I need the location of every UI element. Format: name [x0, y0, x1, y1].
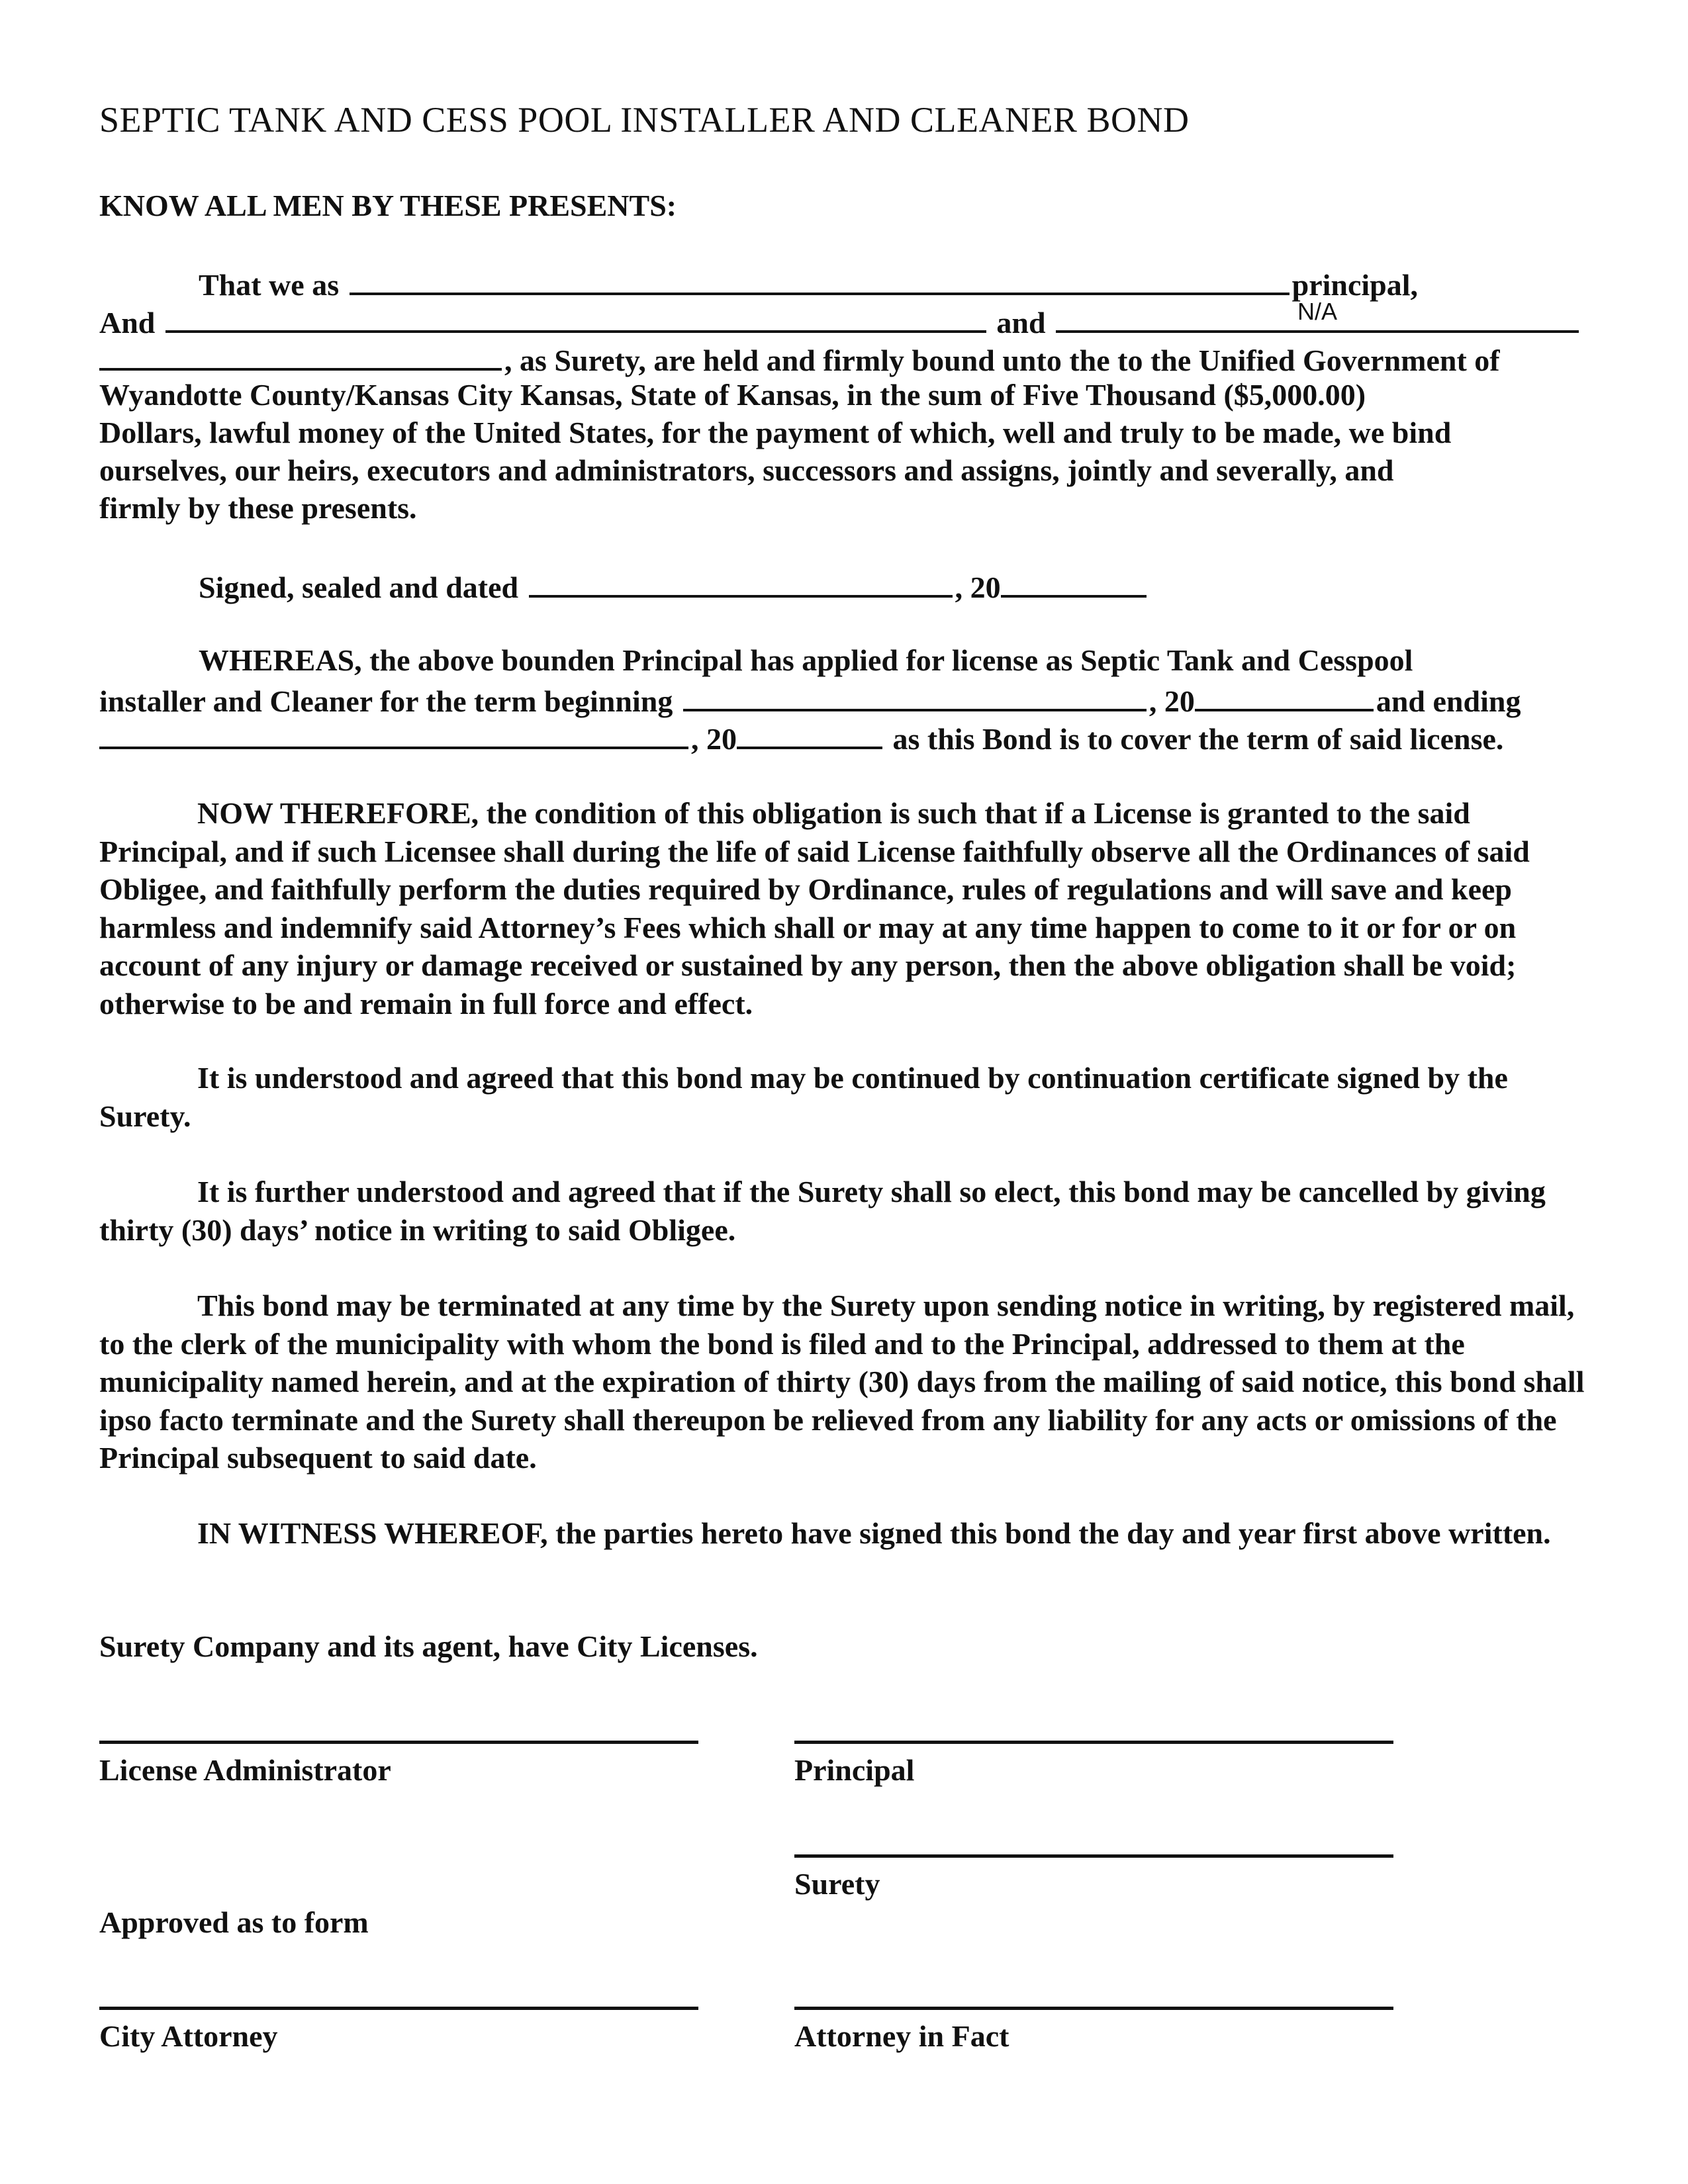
signed-year-prefix: , 20	[955, 570, 1001, 604]
cancellation-text: It is further understood and agreed that if the Surety shall so elect, this bond may be cancelled by giving thirty (30) days’ notice in writing to said Obligee.	[99, 1175, 1546, 1247]
whereas-line-3	[99, 717, 1503, 758]
as-surety-line	[99, 339, 1500, 379]
term-begin-year-field[interactable]	[1195, 680, 1374, 711]
principal-suffix: principal,	[1291, 268, 1419, 302]
surety-and-line	[99, 298, 1581, 341]
surety-signature-label: Surety	[794, 1867, 880, 1901]
as-surety-text: , as Surety, are held and firmly bound unto the to the Unified Government of	[504, 343, 1500, 377]
cancellation-paragraph	[99, 1173, 1589, 1249]
second-surety-value: N/A	[1297, 298, 1338, 325]
termination-paragraph	[99, 1287, 1589, 1477]
signed-year-field[interactable]	[1001, 566, 1147, 598]
surety-signature-line[interactable]	[794, 1854, 1393, 1858]
approved-as-to-form-label: Approved as to form	[99, 1905, 369, 1939]
attorney-in-fact-label: Attorney in Fact	[794, 2019, 1009, 2053]
witness-text: IN WITNESS WHEREOF, the parties hereto have signed this bond the day and year first above written.	[197, 1516, 1551, 1550]
term-end-text: as this Bond is to cover the term of said license.	[892, 722, 1504, 756]
now-therefore-text: NOW THEREFORE, the condition of this obligation is such that if a License is granted to the said Principal, and if such Licensee shall during the life of said License faithfully observe all the Ordinances of said Obligee, and faithfully perform the duties required by Ordinance, rules of regulations and will save and keep harmless and indemnify said Attorney’s Fees which shall or may at any time happen to come to it or for or on account of any injury or damage received or sustained by any person, then the above obligation shall be void; otherwise to be and remain in full force and effect.	[99, 796, 1530, 1021]
term-begin-date-field[interactable]	[683, 680, 1147, 711]
term-end-year-field[interactable]	[737, 717, 882, 749]
signed-label: Signed, sealed and dated	[199, 570, 519, 604]
surety-note: Surety Company and its agent, have City Licenses.	[99, 1629, 758, 1663]
whereas-line-2	[99, 680, 1521, 720]
license-admin-label: License Administrator	[99, 1753, 391, 1787]
signed-dated-line	[199, 566, 1149, 606]
body-line-3: ourselves, our heirs, executors and administrators, successors and assigns, jointly and severally, and	[99, 453, 1394, 487]
license-admin-signature-line[interactable]	[99, 1741, 698, 1744]
continuation-text: It is understood and agreed that this bond may be continued by continuation certificate signed by the Surety.	[99, 1061, 1508, 1133]
witness-paragraph	[99, 1514, 1589, 1553]
surety-agent-field[interactable]	[99, 339, 502, 371]
second-surety-field[interactable]	[1056, 298, 1579, 333]
now-therefore-paragraph	[99, 794, 1589, 1023]
and-label: And	[99, 306, 156, 340]
principal-signature-line[interactable]	[794, 1741, 1393, 1744]
term-beginning-label: installer and Cleaner for the term beginning	[99, 684, 673, 718]
signed-date-field[interactable]	[529, 566, 953, 598]
principal-name-field[interactable]	[350, 263, 1289, 295]
and-mid-label: and	[996, 306, 1046, 340]
term-begin-year-prefix: , 20	[1149, 684, 1195, 718]
termination-text: This bond may be terminated at any time by the Surety upon sending notice in writing, by registered mail, to the clerk of the municipality with whom the bond is filed and to the Principal, addressed to them at the municipality named herein, and at the expiration of thirty (30) days from the mailing of said notice, this bond shall ipso facto terminate and the Surety shall thereupon be relieved from any liability for any acts or omissions of the Principal subsequent to said date.	[99, 1289, 1585, 1475]
body-line-2: Dollars, lawful money of the United States, for the payment of which, well and truly to be made, we bind	[99, 416, 1452, 449]
city-attorney-label: City Attorney	[99, 2019, 278, 2053]
and-ending-label: and ending	[1376, 684, 1521, 718]
document-title: SEPTIC TANK AND CESS POOL INSTALLER AND CLEANER BOND	[99, 100, 1190, 140]
surety-name-field[interactable]	[165, 301, 986, 333]
that-we-as-label: That we as	[199, 268, 340, 302]
body-line-4: firmly by these presents.	[99, 491, 417, 525]
know-all-men-heading: KNOW ALL MEN BY THESE PRESENTS:	[99, 189, 677, 222]
continuation-paragraph	[99, 1059, 1589, 1135]
term-end-year-prefix: , 20	[691, 722, 737, 756]
term-end-date-field[interactable]	[99, 717, 688, 749]
body-line-1: Wyandotte County/Kansas City Kansas, State of Kansas, in the sum of Five Thousand ($5,000.00)	[99, 378, 1366, 412]
attorney-in-fact-signature-line[interactable]	[794, 2007, 1393, 2010]
principal-signature-label: Principal	[794, 1753, 915, 1787]
city-attorney-signature-line[interactable]	[99, 2007, 698, 2010]
whereas-line-1: WHEREAS, the above bounden Principal has applied for license as Septic Tank and Cesspool	[199, 643, 1413, 677]
